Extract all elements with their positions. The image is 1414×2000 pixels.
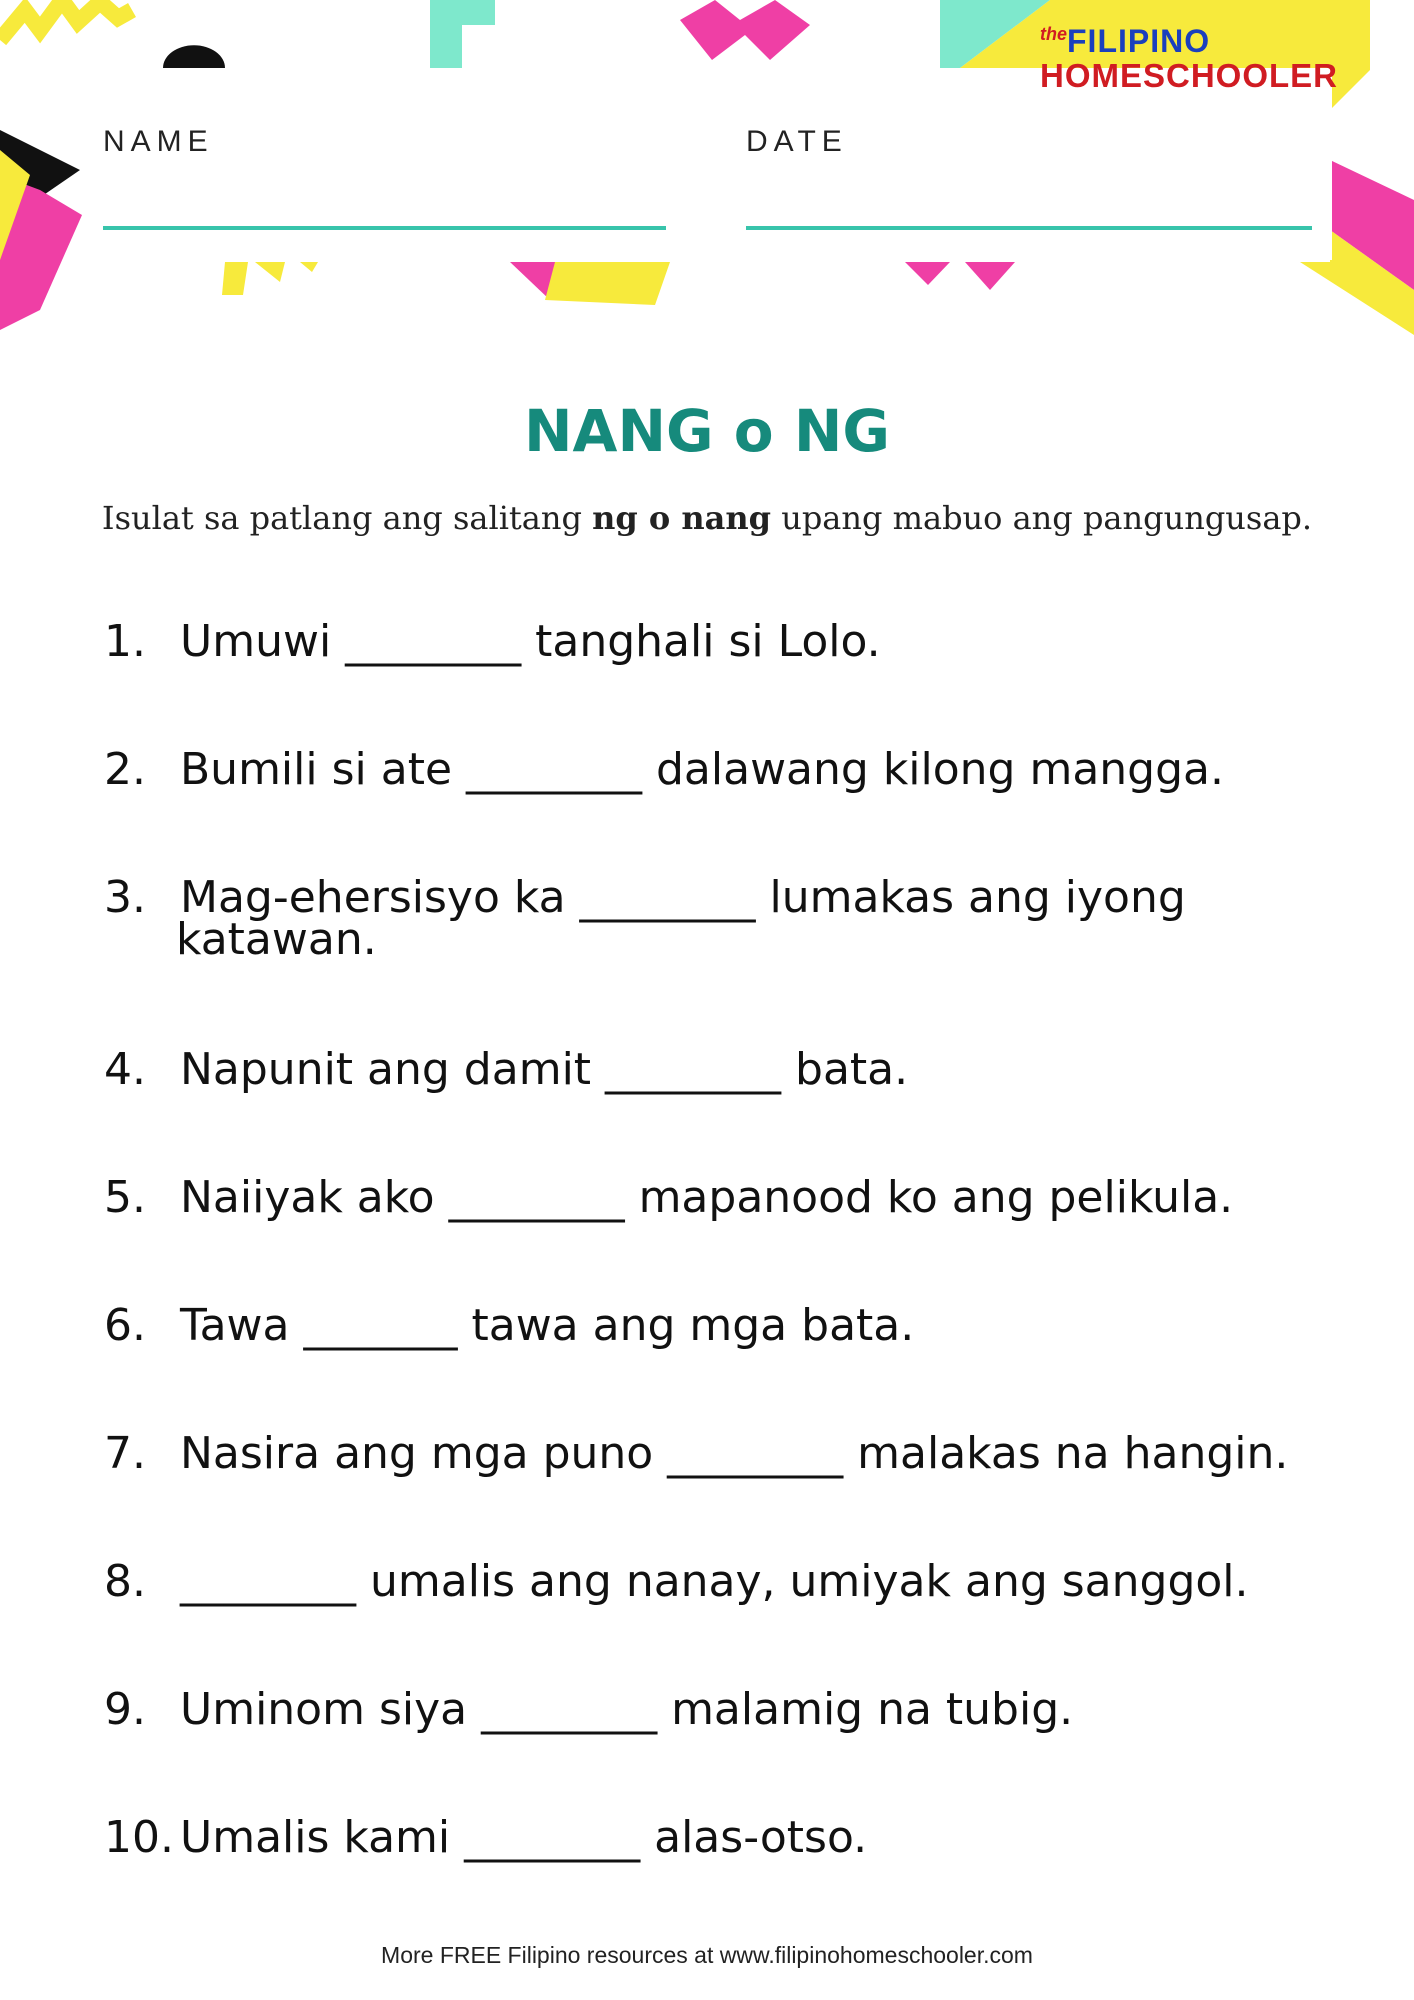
instruction-bold: ng o nang	[592, 499, 772, 537]
item-text: Bumili si ate ________ dalawang kilong mangga.	[180, 744, 1224, 795]
pink-zigzag-top	[680, 0, 810, 60]
exercise-item-6	[104, 1300, 915, 1351]
item-number: 8.	[104, 1556, 146, 1607]
filipino-homeschooler-logo	[1040, 25, 1340, 92]
item-number: 7.	[104, 1428, 146, 1479]
item-number: 10.	[104, 1812, 174, 1863]
item-number: 4.	[104, 1044, 146, 1095]
name-date-card	[82, 70, 1332, 260]
date-input-line[interactable]	[746, 226, 1312, 230]
yellow-shape-small-2	[255, 262, 285, 282]
yellow-shape-small-1	[222, 262, 248, 295]
item-number: 9.	[104, 1684, 146, 1735]
pink-triangle-small-1	[905, 262, 950, 285]
item-text: Napunit ang damit ________ bata.	[180, 1044, 909, 1095]
item-text: ________ umalis ang nanay, umiyak ang sanggol.	[180, 1556, 1249, 1607]
logo-the: the	[1040, 24, 1067, 44]
item-number: 5.	[104, 1172, 146, 1223]
item-text-continuation: katawan.	[176, 914, 377, 965]
yellow-shape-center	[545, 262, 670, 305]
instruction-before: Isulat sa patlang ang salitang	[101, 499, 593, 537]
mint-shape-top	[430, 0, 495, 68]
logo-line1: FILIPINO	[1067, 23, 1211, 59]
item-text: Nasira ang mga puno ________ malakas na hangin.	[180, 1428, 1289, 1479]
exercise-item-5	[104, 1172, 1234, 1223]
date-label: DATE	[746, 125, 848, 158]
instruction	[0, 499, 1414, 537]
item-text: Uminom siya ________ malamig na tubig.	[180, 1684, 1074, 1735]
exercise-item-7	[104, 1428, 1289, 1479]
item-number: 1.	[104, 616, 146, 667]
logo-line2: HOMESCHOOLER	[1040, 57, 1339, 94]
item-number: 2.	[104, 744, 146, 795]
name-input-line[interactable]	[103, 226, 666, 230]
item-text: Naiiyak ako ________ mapanood ko ang pelikula.	[180, 1172, 1234, 1223]
exercise-item-8	[104, 1556, 1249, 1607]
item-text: Tawa _______ tawa ang mga bata.	[180, 1300, 915, 1351]
worksheet-title: NANG o NG	[524, 397, 890, 465]
yellow-zigzag-top-left	[0, 0, 132, 40]
item-text: Umuwi ________ tanghali si Lolo.	[180, 616, 881, 667]
exercise-item-4	[104, 1044, 909, 1095]
pink-triangle-small-2	[965, 262, 1015, 290]
instruction-after: upang mabuo ang pangungusap.	[771, 499, 1313, 537]
item-number: 3.	[104, 872, 146, 923]
item-text: Umalis kami ________ alas-otso.	[180, 1812, 868, 1863]
item-text: Mag-ehersisyo ka ________ lumakas ang iyong	[180, 872, 1186, 923]
item-number: 6.	[104, 1300, 146, 1351]
exercise-item-1	[104, 616, 881, 667]
exercise-item-2	[104, 744, 1224, 795]
exercise-item-9	[104, 1684, 1074, 1735]
footer-credit: More FREE Filipino resources at www.filipinohomeschooler.com	[381, 1942, 1033, 1968]
yellow-shape-small-3	[300, 262, 318, 272]
exercise-item-10	[104, 1812, 868, 1863]
black-semicircle	[163, 45, 225, 68]
exercise-item-3	[104, 872, 1186, 965]
name-label: NAME	[103, 125, 214, 158]
